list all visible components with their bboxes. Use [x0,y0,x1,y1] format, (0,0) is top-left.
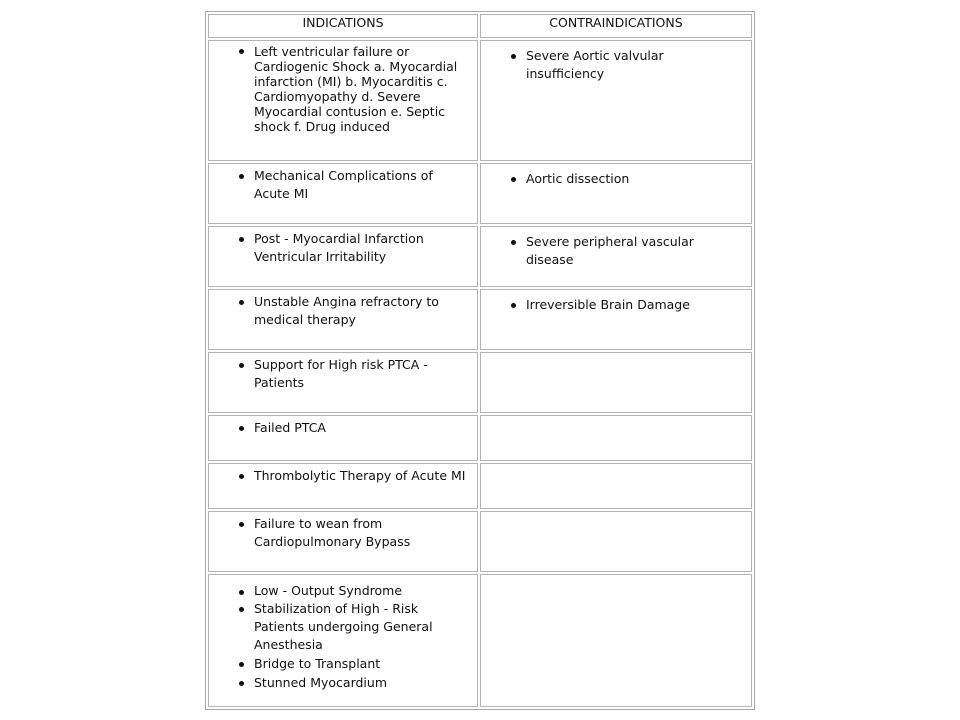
contraindications-cell [480,226,752,287]
indications-list [209,512,477,551]
indications-table-container [205,11,755,710]
indications-cell [208,40,478,161]
contraindications-list [481,41,751,83]
contraindications-cell [480,40,752,161]
contraindications-cell [480,415,752,461]
table-row [208,415,752,461]
table-row [208,289,752,350]
indications-list [209,464,477,485]
table-row [208,574,752,707]
table-row [208,226,752,287]
indications-contraindications-table [206,12,754,709]
list-item: Mechanical Complications of Acute MI [209,167,477,203]
contraindications-cell [480,289,752,350]
table-row [208,40,752,161]
indications-list [209,575,477,692]
list-item: Failed PTCA [209,419,477,437]
header-row [208,14,752,38]
list-item: Severe peripheral vascular disease [481,233,751,269]
list-item: Failure to wean from Cardiopulmonary Bypass [209,515,477,551]
list-item: Post - Myocardial Infarction Ventricular Irritability [209,230,477,266]
header-contraindications: CONTRAINDICATIONS [480,14,752,38]
contraindications-list [481,227,751,269]
list-item: Support for High risk PTCA - Patients [209,356,477,392]
indications-list [209,41,477,134]
header-indications: INDICATIONS [208,14,478,38]
indications-cell [208,163,478,224]
list-item: Unstable Angina refractory to medical therapy [209,293,477,329]
indications-cell [208,415,478,461]
list-item: Bridge to Transplant [209,655,477,673]
contraindications-cell [480,511,752,572]
contraindications-cell [480,574,752,707]
list-item: Stunned Myocardium [209,674,477,692]
indications-cell [208,226,478,287]
list-item: Left ventricular failure or Cardiogenic Shock a. Myocardial infarction (MI) b. Myocarditis c. Cardiomyopathy d. Severe Myocardial contusion e. Septic shock f. Drug induced [209,44,477,134]
table-row [208,511,752,572]
contraindications-cell [480,463,752,509]
list-item: Low - Output Syndrome [209,583,477,599]
indications-cell [208,352,478,413]
list-item: Stabilization of High - Risk Patients undergoing General Anesthesia [209,600,477,654]
indications-cell [208,289,478,350]
list-item: Aortic dissection [481,170,751,188]
contraindications-cell [480,163,752,224]
contraindications-cell [480,352,752,413]
indications-list [209,353,477,392]
indications-cell [208,511,478,572]
list-item: Thrombolytic Therapy of Acute MI [209,467,477,485]
indications-list [209,164,477,203]
list-item: Irreversible Brain Damage [481,296,751,314]
table-row [208,463,752,509]
indications-list [209,290,477,329]
indications-list [209,227,477,266]
list-item: Severe Aortic valvular insufficiency [481,47,751,83]
table-row [208,163,752,224]
table-row [208,352,752,413]
indications-cell [208,574,478,707]
indications-cell [208,463,478,509]
indications-list [209,416,477,437]
contraindications-list [481,290,751,314]
contraindications-list [481,164,751,188]
